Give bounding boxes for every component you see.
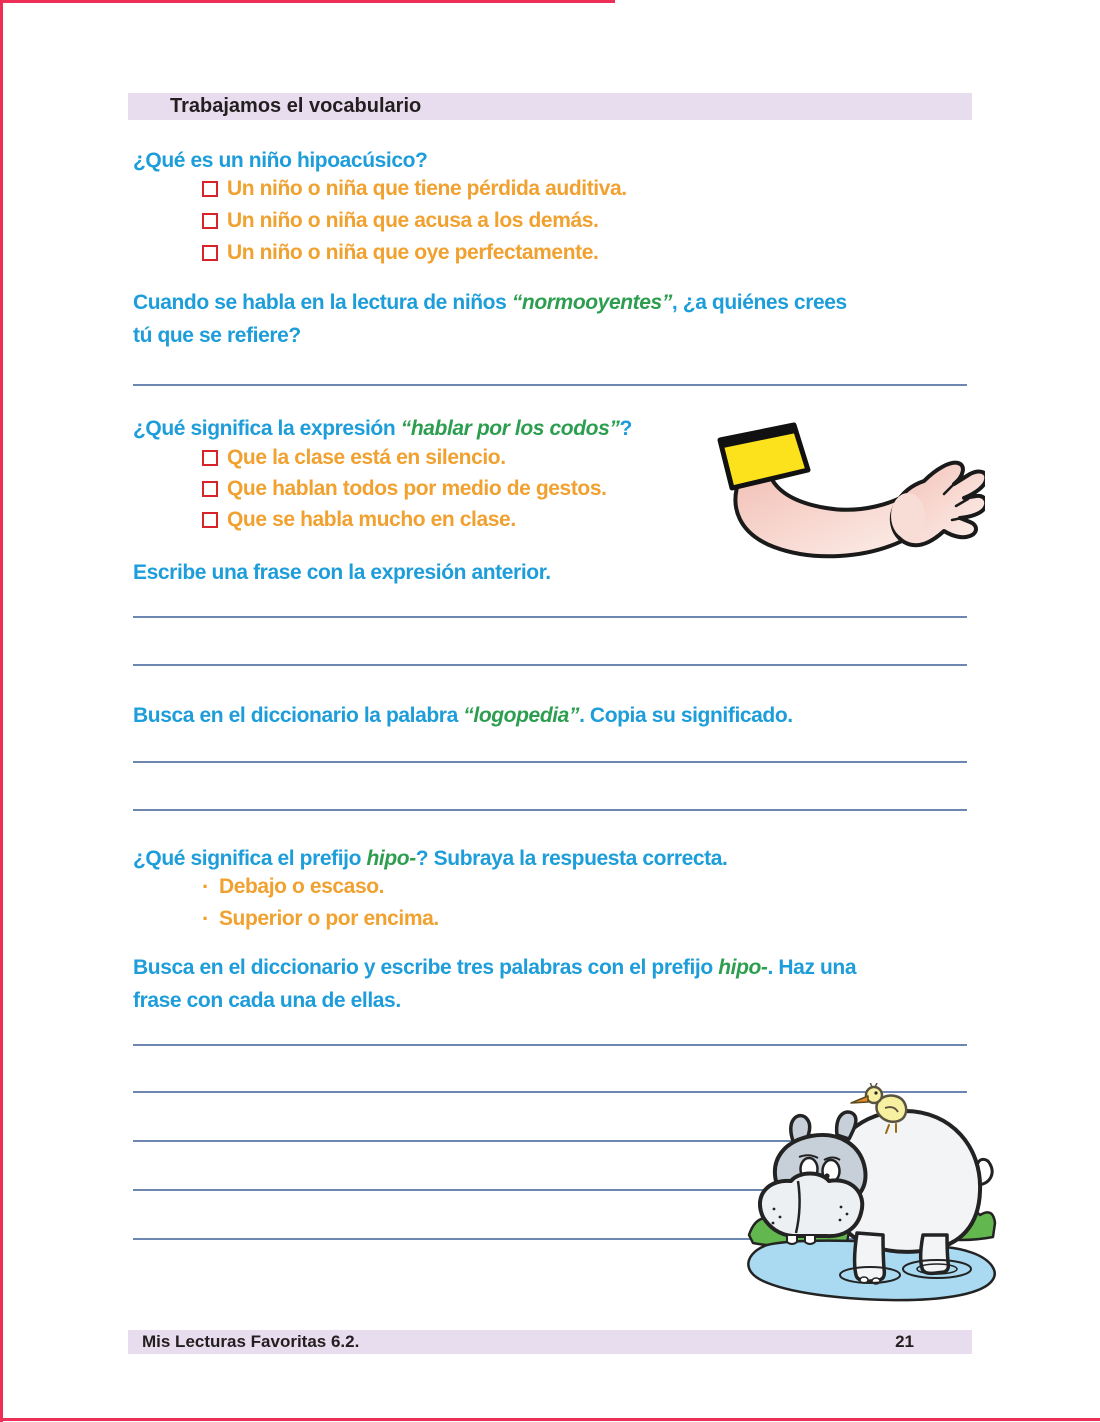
question-hipoacusico: ¿Qué es un niño hipoacúsico?: [133, 149, 428, 172]
bullet-icon: ·: [202, 874, 209, 899]
bullet-icon: ·: [202, 906, 209, 931]
page-number: 21: [895, 1332, 914, 1351]
option-row[interactable]: [202, 177, 627, 201]
book-title: Mis Lecturas Favoritas 6.2.: [142, 1332, 360, 1351]
option-row[interactable]: [202, 508, 516, 532]
answer-line[interactable]: [133, 384, 967, 386]
highlighted-term: hipo-: [366, 847, 416, 870]
answer-line[interactable]: [133, 761, 967, 763]
highlighted-term: “logopedia”: [463, 704, 580, 727]
question-text: ¿Qué significa el prefijo: [133, 847, 367, 870]
option-row[interactable]: [202, 446, 506, 470]
answer-checkbox[interactable]: [202, 213, 218, 229]
answer-checkbox[interactable]: [202, 181, 218, 197]
question-text: frase con cada una de ellas.: [133, 989, 401, 1012]
answer-line[interactable]: [133, 809, 967, 811]
answer-line[interactable]: [133, 664, 967, 666]
question-text: ¿Qué significa la expresión: [133, 417, 401, 440]
underline-option[interactable]: [202, 907, 439, 931]
question-text: tú que se refiere?: [133, 324, 301, 347]
highlighted-term: hipo-: [718, 956, 768, 979]
question-text: , ¿a quiénes crees: [671, 291, 847, 314]
question-text: . Haz una: [767, 956, 857, 979]
answer-line[interactable]: [133, 1044, 967, 1046]
highlighted-term: “hablar por los codos”: [400, 417, 620, 440]
section-header-bar: [128, 93, 972, 120]
option-label: Un niño o niña que tiene pérdida auditiva.: [227, 177, 627, 200]
option-label: Que se habla mucho en clase.: [227, 508, 516, 531]
section-title: Trabajamos el vocabulario: [170, 95, 422, 117]
option-label: Que la clase está en silencio.: [227, 446, 506, 469]
option-row[interactable]: [202, 209, 598, 233]
instruction-escribe-frase: Escribe una frase con la expresión anterior.: [133, 561, 551, 584]
question-logopedia: [133, 699, 793, 732]
answer-checkbox[interactable]: [202, 512, 218, 528]
question-text: ?: [619, 417, 632, 440]
question-text: Busca en el diccionario la palabra: [133, 704, 464, 727]
option-label: Debajo o escaso.: [218, 875, 385, 898]
page-edge-left: [0, 0, 3, 1422]
answer-checkbox[interactable]: [202, 245, 218, 261]
option-row[interactable]: [202, 241, 598, 265]
question-tres-palabras-hipo: [133, 951, 856, 1017]
hippo-with-duckling-illustration: [737, 1083, 1005, 1305]
answer-checkbox[interactable]: [202, 481, 218, 497]
page-edge-bottom: [0, 1418, 1100, 1421]
option-label: Que hablan todos por medio de gestos.: [227, 477, 607, 500]
question-prefijo-hipo: [133, 842, 727, 875]
question-text: Cuando se habla en la lectura de niños: [133, 291, 512, 314]
question-normooyentes: [133, 286, 847, 352]
question-hablar-por-los-codos: [133, 412, 632, 445]
footer-bar: [128, 1330, 972, 1354]
option-label: Superior o por encima.: [218, 907, 439, 930]
option-row[interactable]: [202, 477, 607, 501]
underline-option[interactable]: [202, 875, 384, 899]
page-edge-top: [0, 0, 615, 3]
option-label: Un niño o niña que oye perfectamente.: [227, 241, 599, 264]
arm-with-yellow-sleeve-illustration: [710, 420, 985, 585]
question-text: Busca en el diccionario y escribe tres palabras con el prefijo: [133, 956, 719, 979]
highlighted-term: “normooyentes”: [511, 291, 672, 314]
question-text: ? Subraya la respuesta correcta.: [415, 847, 728, 870]
answer-checkbox[interactable]: [202, 450, 218, 466]
answer-line[interactable]: [133, 616, 967, 618]
question-text: . Copia su significado.: [579, 704, 793, 727]
option-label: Un niño o niña que acusa a los demás.: [227, 209, 599, 232]
